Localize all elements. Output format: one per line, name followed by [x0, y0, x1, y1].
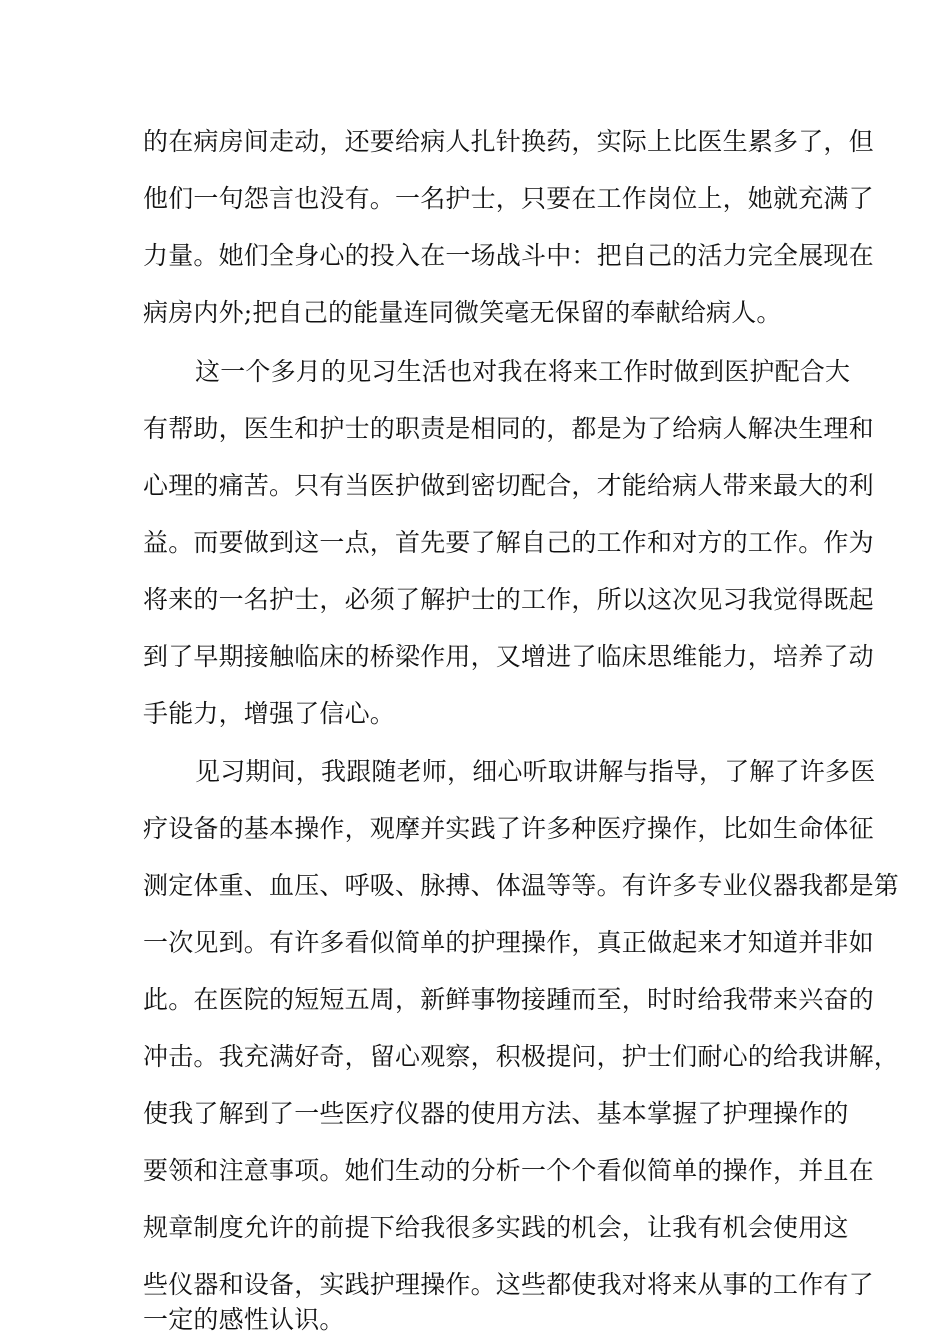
text-line: 一定的感性认识。 [143, 1305, 345, 1334]
text-line: 心理的痛苦。只有当医护做到密切配合，才能给病人带来最大的利 [143, 471, 874, 500]
text-line: 一次见到。有许多看似简单的护理操作，真正做起来才知道并非如 [143, 928, 874, 957]
text-line: 测定体重、血压、呼吸、脉搏、体温等等。有许多专业仪器我都是第 [143, 871, 900, 900]
text-line: 使我了解到了一些医疗仪器的使用方法、基本掌握了护理操作的 [143, 1099, 849, 1128]
text-line: 见习期间，我跟随老师，细心听取讲解与指导，了解了许多医 [195, 757, 876, 786]
text-line: 到了早期接触临床的桥梁作用，又增进了临床思维能力，培养了动 [143, 642, 874, 671]
text-line: 的在病房间走动，还要给病人扎针换药，实际上比医生累多了，但 [143, 127, 874, 156]
text-line: 规章制度允许的前提下给我很多实践的机会，让我有机会使用这 [143, 1213, 849, 1242]
text-line: 益。而要做到这一点，首先要了解自己的工作和对方的工作。作为 [143, 528, 874, 557]
text-line: 冲击。我充满好奇，留心观察，积极提问，护士们耐心的给我讲解， [143, 1042, 900, 1071]
text-line: 些仪器和设备，实践护理操作。这些都使我对将来从事的工作有了 [143, 1270, 874, 1299]
text-line: 手能力，增强了信心。 [143, 699, 396, 728]
text-line: 要领和注意事项。她们生动的分析一个个看似简单的操作，并且在 [143, 1156, 874, 1185]
text-line: 将来的一名护士，必须了解护士的工作，所以这次见习我觉得既起 [143, 585, 874, 614]
text-line: 此。在医院的短短五周，新鲜事物接踵而至，时时给我带来兴奋的 [143, 985, 874, 1014]
text-line: 力量。她们全身心的投入在一场战斗中：把自己的活力完全展现在 [143, 241, 874, 270]
text-line: 有帮助，医生和护士的职责是相同的，都是为了给病人解决生理和 [143, 414, 874, 443]
text-line: 这一个多月的见习生活也对我在将来工作时做到医护配合大 [195, 357, 851, 386]
text-line: 疗设备的基本操作，观摩并实践了许多种医疗操作，比如生命体征 [143, 814, 874, 843]
text-line: 他们一句怨言也没有。一名护士，只要在工作岗位上，她就充满了 [143, 184, 874, 213]
text-line: 病房内外;把自己的能量连同微笑毫无保留的奉献给病人。 [143, 298, 782, 327]
